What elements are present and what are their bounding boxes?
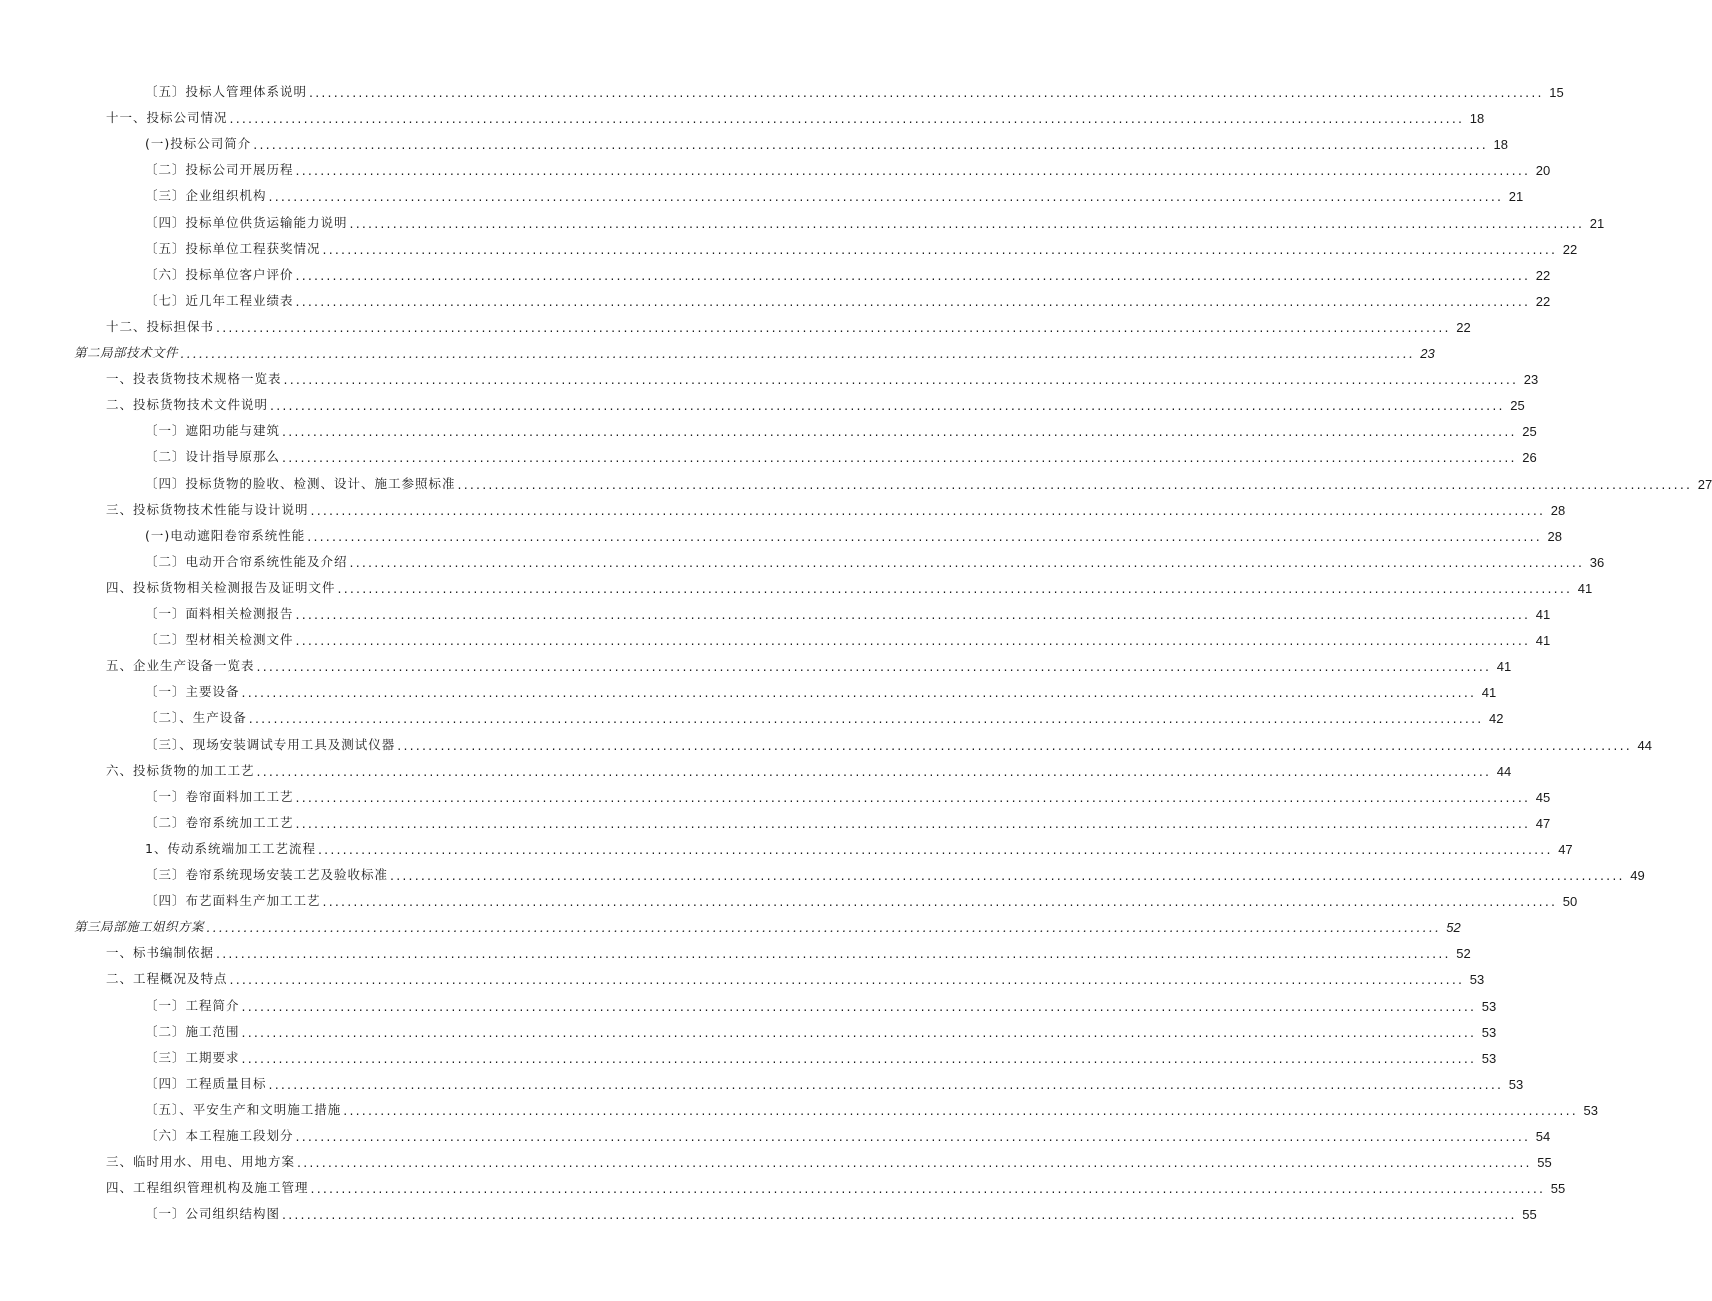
- toc-entry[interactable]: [145, 626, 1551, 649]
- toc-entry-page-number: 53: [1481, 1050, 1497, 1066]
- toc-entry[interactable]: [145, 783, 1551, 805]
- toc-leader-dots: ........................................................................................................................................................................................................: [206, 920, 1441, 936]
- toc-entry[interactable]: [106, 313, 1471, 335]
- toc-entry-page-number: 26: [1522, 450, 1537, 466]
- toc-leader-dots: ........................................................................................................................................................................................................: [270, 398, 1505, 414]
- toc-entry[interactable]: [145, 1044, 1497, 1066]
- toc-leader-dots: ........................................................................................................................................................................................................: [295, 1129, 1531, 1144]
- toc-entry-page-number: 28: [1550, 502, 1566, 518]
- toc-entry-page-number: 52: [1446, 920, 1461, 936]
- toc-entry-title: 二、投标货物技术文件说明: [106, 397, 269, 413]
- toc-entry-title: 〔一〕遮阳功能与建筑: [145, 423, 281, 439]
- toc-entry-title: 二、工程概况及特点: [106, 971, 228, 987]
- toc-entry-title: 〔二〕型材相关检测文件: [145, 632, 294, 648]
- toc-entry[interactable]: [145, 678, 1497, 701]
- toc-entry[interactable]: [145, 835, 1573, 857]
- toc-entry-page-number: 53: [1508, 1076, 1524, 1092]
- toc-entry-page-number: 47: [1535, 815, 1551, 831]
- toc-entry-page-number: 41: [1577, 580, 1593, 596]
- toc-entry-page-number: 44: [1637, 737, 1652, 753]
- toc-leader-dots: ........................................................................................................................................................................................................: [310, 1181, 1546, 1197]
- toc-entry[interactable]: [145, 130, 1508, 153]
- toc-leader-dots: ........................................................................................................................................................................................................: [216, 946, 1451, 962]
- toc-entry-page-number: 41: [1535, 607, 1551, 622]
- toc-entry-title: 一、投表货物技术规格一览表: [106, 371, 282, 387]
- toc-entry-title: 十二、投标担保书: [106, 318, 215, 334]
- toc-entry-page-number: 28: [1547, 528, 1562, 544]
- toc-entry-title: 〔四〕布艺面料生产加工工艺: [145, 893, 321, 909]
- toc-leader-dots: ........................................................................................................................................................................................................: [180, 346, 1415, 361]
- toc-entry-title: 四、工程组织管理机构及施工管理: [106, 1180, 309, 1196]
- toc-leader-dots: ........................................................................................................................................................................................................: [256, 763, 1492, 779]
- toc-entry-title: 1、传动系统端加工工艺流程: [145, 840, 316, 856]
- toc-leader-dots: ........................................................................................................................................................................................................: [282, 450, 1517, 466]
- toc-entry[interactable]: [145, 887, 1578, 910]
- toc-entry[interactable]: [145, 731, 1652, 753]
- toc-entry-title: 第三局部施工姐织方案: [74, 919, 205, 935]
- toc-entry-title: 〔二〕卷帘系统加工工艺: [145, 814, 294, 830]
- toc-leader-dots: ........................................................................................................................................................................................................: [248, 711, 1484, 727]
- toc-entry[interactable]: [145, 417, 1537, 440]
- toc-entry[interactable]: [106, 1174, 1566, 1197]
- toc-entry-page-number: 21: [1508, 189, 1524, 205]
- toc-entry-page-number: 20: [1535, 163, 1551, 179]
- toc-leader-dots: ........................................................................................................................................................................................................: [282, 424, 1517, 440]
- toc-entry[interactable]: [74, 339, 1435, 361]
- toc-entry-title: 〔三〕卷帘系统现场安装工艺及验收标准: [145, 867, 389, 882]
- toc-leader-dots: ........................................................................................................................................................................................................: [309, 85, 1544, 100]
- toc-entry-title: (一)电动遮阳卷帘系统性能: [145, 527, 306, 543]
- toc-entry-page-number: 41: [1535, 633, 1551, 649]
- toc-entry-title: 四、投标货物相关检测报告及证明文件: [106, 579, 336, 595]
- toc-entry-page-number: 53: [1469, 972, 1485, 988]
- toc-entry[interactable]: [145, 182, 1524, 205]
- toc-entry-page-number: 21: [1589, 215, 1605, 231]
- toc-entry-title: 〔一〕公司组织结构图: [145, 1206, 281, 1222]
- toc-entry-page-number: 53: [1481, 1024, 1497, 1040]
- toc-entry[interactable]: [145, 1070, 1524, 1092]
- toc-leader-dots: ........................................................................................................................................................................................................: [349, 215, 1585, 231]
- toc-entry-title: 〔四〕投标货物的脸收、检测、设计、施工参照标准: [145, 475, 456, 491]
- toc-entry-page-number: 52: [1456, 946, 1471, 962]
- toc-leader-dots: ........................................................................................................................................................................................................: [295, 633, 1531, 649]
- toc-leader-dots: ........................................................................................................................................................................................................: [283, 372, 1519, 388]
- toc-leader-dots: ........................................................................................................................................................................................................: [268, 1076, 1504, 1092]
- toc-entry-page-number: 41: [1481, 685, 1497, 701]
- toc-entry[interactable]: [106, 104, 1485, 127]
- toc-entry-title: 〔五〕、平安生产和文明施工措施: [145, 1101, 342, 1117]
- toc-entry-page-number: 25: [1510, 398, 1525, 414]
- toc-entry-page-number: 53: [1583, 1102, 1598, 1118]
- toc-leader-dots: ........................................................................................................................................................................................................: [229, 972, 1465, 988]
- toc-entry[interactable]: [145, 1096, 1598, 1118]
- toc-entry-page-number: 54: [1535, 1129, 1551, 1144]
- toc-entry[interactable]: [145, 992, 1497, 1014]
- toc-entry[interactable]: [106, 939, 1471, 962]
- toc-leader-dots: ........................................................................................................................................................................................................: [241, 1050, 1477, 1066]
- toc-entry-page-number: 15: [1549, 85, 1564, 100]
- toc-leader-dots: ........................................................................................................................................................................................................: [322, 241, 1558, 257]
- toc-leader-dots: ........................................................................................................................................................................................................: [322, 894, 1558, 910]
- toc-entry-title: (一)投标公司简介: [145, 136, 252, 152]
- toc-entry-page-number: 44: [1496, 763, 1512, 779]
- toc-entry-title: 三、投标货物技术性能与设计说明: [106, 501, 309, 517]
- toc-entry-title: 第二局部技术文件: [74, 345, 179, 360]
- toc-entry-title: 六、投标货物的加工工艺: [106, 762, 255, 778]
- toc-entry-page-number: 23: [1420, 346, 1435, 361]
- toc-leader-dots: ........................................................................................................................................................................................................: [457, 476, 1693, 492]
- toc-entry[interactable]: [145, 1200, 1537, 1223]
- toc-leader-dots: ........................................................................................................................................................................................................: [397, 737, 1632, 753]
- toc-entry[interactable]: [145, 809, 1551, 831]
- toc-entry-page-number: 27: [1697, 476, 1712, 492]
- toc-leader-dots: ........................................................................................................................................................................................................: [307, 528, 1542, 544]
- toc-entry[interactable]: [145, 548, 1605, 570]
- toc-entry-title: 〔二〕施工范围: [145, 1023, 240, 1039]
- toc-entry-page-number: 18: [1493, 137, 1508, 153]
- toc-entry[interactable]: [145, 1018, 1497, 1040]
- toc-leader-dots: ........................................................................................................................................................................................................: [337, 580, 1573, 596]
- toc-entry-title: 〔一〕工程简介: [145, 997, 240, 1013]
- toc-entry[interactable]: [145, 470, 1712, 492]
- toc-entry[interactable]: [145, 443, 1537, 466]
- toc-entry-page-number: 42: [1488, 711, 1504, 727]
- toc-entry-title: 〔三〕工期要求: [145, 1049, 240, 1065]
- toc-leader-dots: ........................................................................................................................................................................................................: [317, 841, 1553, 857]
- toc-entry-page-number: 22: [1456, 319, 1471, 335]
- toc-entry-page-number: 55: [1537, 1155, 1552, 1171]
- toc-leader-dots: ........................................................................................................................................................................................................: [295, 789, 1531, 805]
- toc-entry[interactable]: [145, 156, 1551, 179]
- toc-leader-dots: ........................................................................................................................................................................................................: [390, 868, 1625, 883]
- toc-entry-title: 〔七〕近几年工程业绩表: [145, 292, 294, 308]
- toc-entry-title: 一、标书编制依据: [106, 945, 215, 961]
- toc-entry[interactable]: [106, 391, 1525, 414]
- toc-entry-page-number: 50: [1562, 894, 1578, 910]
- toc-leader-dots: ........................................................................................................................................................................................................: [295, 607, 1531, 622]
- toc-leader-dots: ........................................................................................................................................................................................................: [268, 189, 1504, 205]
- toc-leader-dots: ........................................................................................................................................................................................................: [310, 502, 1546, 518]
- toc-leader-dots: ........................................................................................................................................................................................................: [295, 815, 1531, 831]
- toc-entry-title: 〔二〕投标公司开展历程: [145, 162, 294, 178]
- toc-entry-title: 〔一〕主要设备: [145, 684, 240, 700]
- toc-entry-page-number: 36: [1589, 554, 1605, 570]
- toc-entry-title: 三、临时用水、用电、用地方案: [106, 1154, 296, 1170]
- toc-entry[interactable]: [106, 574, 1593, 596]
- toc-entry-page-number: 22: [1535, 267, 1551, 283]
- toc-entry[interactable]: [145, 522, 1562, 544]
- toc-entry-page-number: 18: [1469, 111, 1485, 127]
- toc-entry-page-number: 55: [1522, 1207, 1537, 1223]
- toc-entry-title: 〔一〕卷帘面料加工工艺: [145, 788, 294, 804]
- toc-entry-page-number: 47: [1558, 841, 1573, 857]
- toc-leader-dots: ........................................................................................................................................................................................................: [241, 998, 1477, 1014]
- toc-entry-title: 〔三〕、现场安装调试专用工具及测试仪器: [145, 736, 396, 752]
- toc-leader-dots: ........................................................................................................................................................................................................: [349, 554, 1585, 570]
- toc-entry[interactable]: [106, 365, 1539, 388]
- toc-entry[interactable]: [145, 600, 1551, 622]
- toc-leader-dots: ........................................................................................................................................................................................................: [295, 267, 1531, 283]
- toc-entry[interactable]: [106, 1148, 1552, 1171]
- toc-leader-dots: ........................................................................................................................................................................................................: [282, 1207, 1517, 1223]
- toc-entry-title: 〔三〕企业组织机构: [145, 188, 267, 204]
- toc-leader-dots: ........................................................................................................................................................................................................: [216, 319, 1451, 335]
- toc-entry[interactable]: [106, 496, 1566, 518]
- toc-leader-dots: ........................................................................................................................................................................................................: [229, 111, 1465, 127]
- toc-leader-dots: ........................................................................................................................................................................................................: [295, 163, 1531, 179]
- toc-entry-title: 〔二〕、生产设备: [145, 710, 247, 726]
- toc-leader-dots: ........................................................................................................................................................................................................: [297, 1155, 1532, 1171]
- toc-entry-page-number: 22: [1535, 293, 1551, 309]
- toc-entry-page-number: 55: [1550, 1181, 1566, 1197]
- toc-entry[interactable]: [145, 861, 1645, 883]
- toc-leader-dots: ........................................................................................................................................................................................................: [241, 1024, 1477, 1040]
- toc-leader-dots: ........................................................................................................................................................................................................: [253, 137, 1488, 153]
- toc-leader-dots: ........................................................................................................................................................................................................: [295, 293, 1531, 309]
- toc-entry-page-number: 53: [1481, 998, 1497, 1014]
- toc-entry[interactable]: [145, 209, 1605, 231]
- toc-entry-title: 十一、投标公司情况: [106, 110, 228, 126]
- toc-leader-dots: ........................................................................................................................................................................................................: [241, 685, 1477, 701]
- toc-entry[interactable]: [106, 757, 1512, 779]
- toc-leader-dots: ........................................................................................................................................................................................................: [256, 659, 1492, 675]
- toc-entry-title: 〔六〕投标单位客户评价: [145, 266, 294, 282]
- toc-entry-page-number: 49: [1630, 868, 1645, 883]
- toc-entry[interactable]: [145, 704, 1504, 727]
- toc-entry-page-number: 25: [1522, 424, 1537, 440]
- toc-entry[interactable]: [145, 1122, 1551, 1144]
- toc-entry-title: 〔二〕电动开合帘系统性能及介绍: [145, 553, 348, 569]
- toc-entry[interactable]: [145, 287, 1551, 309]
- toc-entry-page-number: 23: [1523, 372, 1539, 388]
- toc-entry[interactable]: [106, 965, 1485, 988]
- toc-entry-title: 五、企业生产设备一览表: [106, 658, 255, 674]
- toc-entry[interactable]: [106, 652, 1512, 675]
- toc-entry-page-number: 22: [1562, 241, 1578, 257]
- toc-entry[interactable]: [145, 78, 1564, 100]
- toc-entry-title: 〔五〕投标人管理体系说明: [145, 84, 308, 99]
- toc-leader-dots: ........................................................................................................................................................................................................: [343, 1102, 1578, 1118]
- toc-entry-title: 〔一〕面料相关检测报告: [145, 606, 294, 621]
- toc-entry-title: 〔五〕投标单位工程获奖情况: [145, 240, 321, 256]
- toc-entry-title: 〔四〕工程质量目标: [145, 1075, 267, 1091]
- toc-entry[interactable]: [74, 913, 1461, 936]
- toc-entry-title: 〔二〕设计指导原那么: [145, 449, 281, 465]
- toc-entry[interactable]: [145, 235, 1578, 257]
- toc-entry-title: 〔六〕本工程施工段划分: [145, 1128, 294, 1143]
- toc-entry-page-number: 45: [1535, 789, 1551, 805]
- toc-entry-page-number: 41: [1496, 659, 1512, 675]
- toc-entry[interactable]: [145, 261, 1551, 283]
- toc-entry-title: 〔四〕投标单位供货运输能力说明: [145, 214, 348, 230]
